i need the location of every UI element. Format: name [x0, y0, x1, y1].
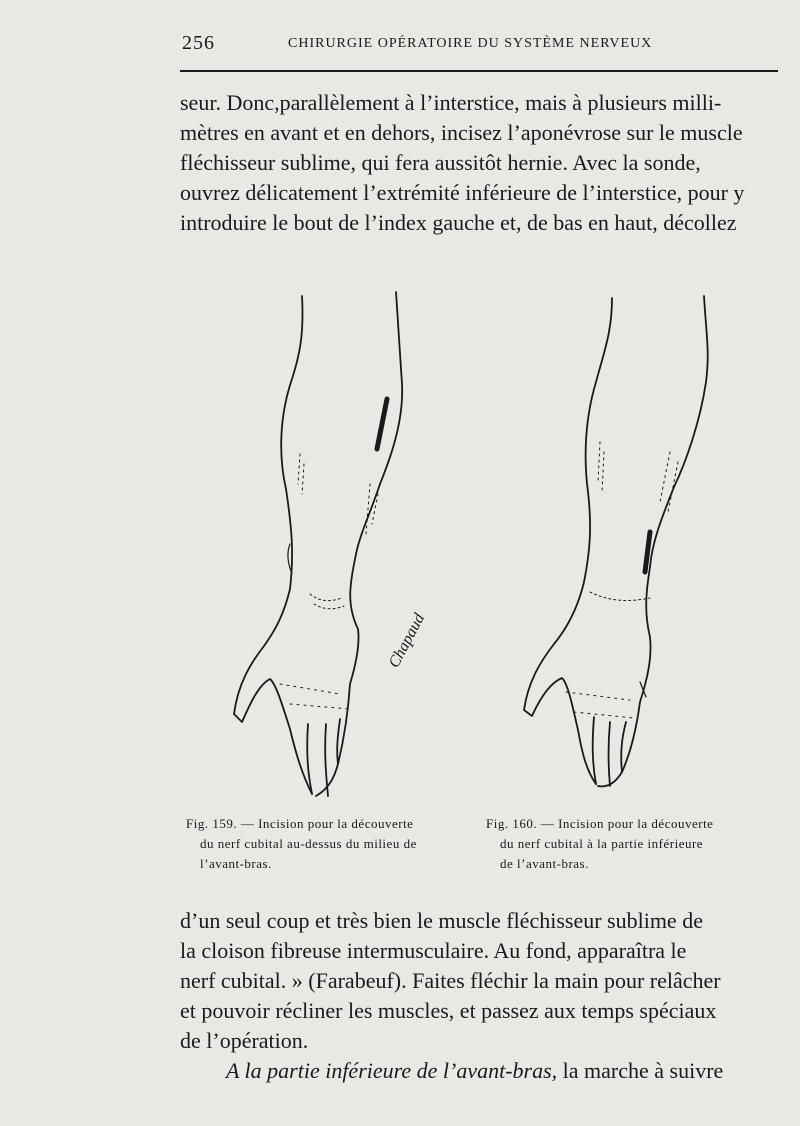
italic-heading-text: A la partie inférieure de l’avant-bras, — [226, 1058, 558, 1083]
text-line: d’un seul coup et très bien le muscle fléchisseur sublime de — [180, 908, 703, 933]
caption-line: de l’avant-bras. — [500, 856, 589, 871]
text-line: nerf cubital. » (Farabeuf). Faites fléchir la main pour relâcher — [180, 968, 721, 993]
page-number: 256 — [182, 32, 215, 54]
caption-line: du nerf cubital au-dessus du milieu de — [200, 836, 417, 851]
figure-159-arm-illustration — [220, 284, 460, 804]
text-line-last — [180, 1056, 770, 1086]
caption-line: Fig. 159. — Incision pour la découverte — [186, 816, 414, 831]
text-line: mètres en avant et en dehors, incisez l’aponévrose sur le muscle — [180, 120, 743, 145]
text-line: seur. Donc,parallèlement à l’interstice, mais à plusieurs milli- — [180, 90, 722, 115]
paragraph-bottom — [180, 906, 770, 1086]
text-line: introduire le bout de l’index gauche et, de bas en haut, décollez — [180, 210, 737, 235]
text-line: la cloison fibreuse intermusculaire. Au fond, apparaîtra le — [180, 938, 687, 963]
text-line: fléchisseur sublime, qui fera aussitôt hernie. Avec la sonde, — [180, 150, 701, 175]
paragraph-top — [180, 88, 770, 238]
illustrator-signature: Chapaud — [385, 610, 429, 671]
header-rule — [180, 70, 778, 72]
figure-159-caption — [186, 814, 486, 874]
caption-line: du nerf cubital à la partie inférieure — [500, 836, 704, 851]
caption-line: l’avant-bras. — [200, 856, 272, 871]
running-title: CHIRURGIE OPÉRATOIRE DU SYSTÈME NERVEUX — [288, 36, 653, 51]
figure-160-caption — [486, 814, 776, 874]
text-line: de l’opération. — [180, 1028, 309, 1053]
figure-160-arm-illustration — [500, 292, 750, 792]
text-line: ouvrez délicatement l’extrémité inférieure de l’interstice, pour y — [180, 180, 745, 205]
caption-line: Fig. 160. — Incision pour la découverte — [486, 816, 714, 831]
text-run: la marche à suivre — [557, 1058, 724, 1083]
text-line: et pouvoir récliner les muscles, et passez aux temps spéciaux — [180, 998, 717, 1023]
